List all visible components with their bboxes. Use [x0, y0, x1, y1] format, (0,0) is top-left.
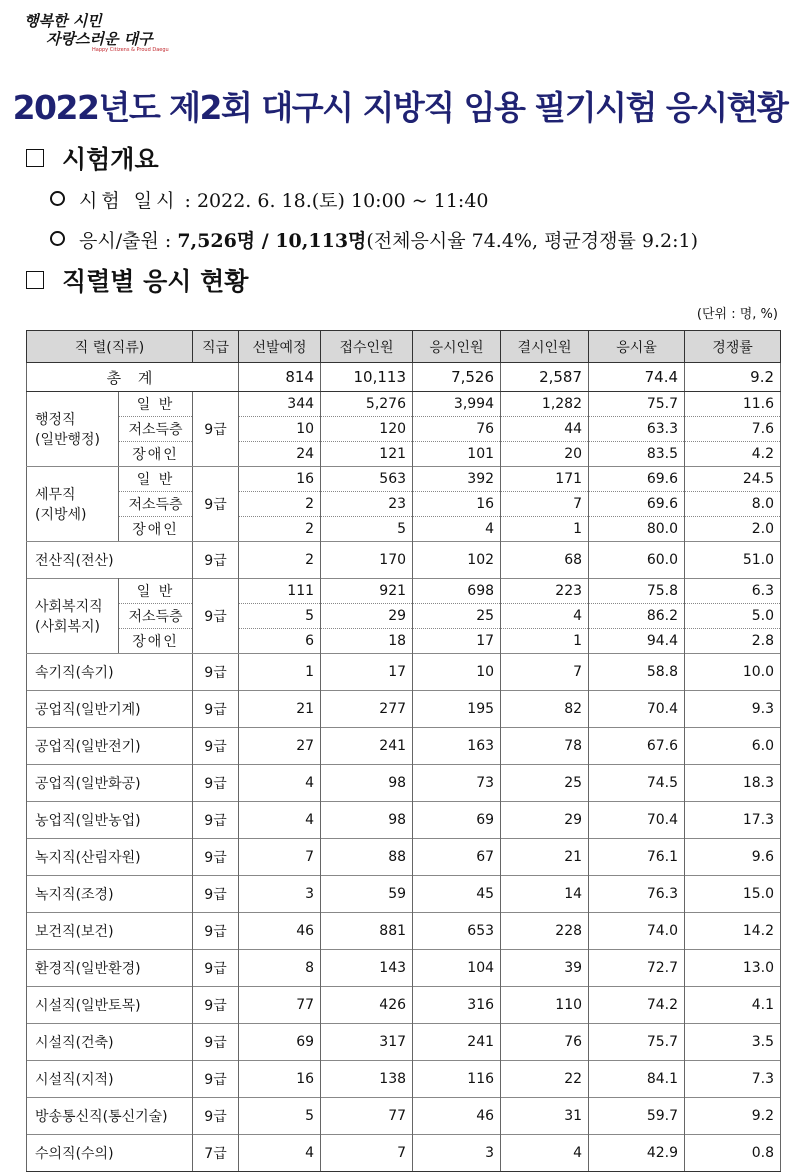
header-registered: 접수인원 [321, 331, 413, 363]
cell: 163 [413, 728, 501, 765]
cell: 69.6 [589, 467, 685, 492]
subcategory: 일 반 [119, 467, 193, 492]
page-title: 2022년도 제2회 대구시 지방직 임용 필기시험 응시현황 [12, 88, 788, 127]
cell: 13.0 [685, 950, 781, 987]
cell: 0.8 [685, 1135, 781, 1172]
cell: 277 [321, 691, 413, 728]
series-name: 녹지직(조경) [27, 876, 193, 913]
cell: 9.2 [685, 363, 781, 392]
cell: 1 [501, 629, 589, 654]
cell: 563 [321, 467, 413, 492]
cell: 18.3 [685, 765, 781, 802]
cell: 11.6 [685, 392, 781, 417]
table-header [27, 331, 781, 363]
cell: 4 [501, 1135, 589, 1172]
cell: 195 [413, 691, 501, 728]
grade: 9급 [193, 987, 239, 1024]
cell: 6 [239, 629, 321, 654]
cell: 45 [413, 876, 501, 913]
subcategory: 장애인 [119, 629, 193, 654]
cell: 2 [239, 542, 321, 579]
table-row [27, 691, 781, 728]
cell: 21 [501, 839, 589, 876]
cell: 70.4 [589, 691, 685, 728]
cell: 16 [239, 467, 321, 492]
cell: 74.0 [589, 913, 685, 950]
header-competition-rate: 경쟁률 [685, 331, 781, 363]
cell: 10,113 [321, 363, 413, 392]
cell: 4 [239, 765, 321, 802]
grade: 9급 [193, 728, 239, 765]
series-name: 시설직(건축) [27, 1024, 193, 1061]
series-name: 속기직(속기) [27, 654, 193, 691]
cell: 67 [413, 839, 501, 876]
cell: 77 [321, 1098, 413, 1135]
cell: 7.6 [685, 417, 781, 442]
series-name: 시설직(지적) [27, 1061, 193, 1098]
cell: 426 [321, 987, 413, 1024]
series-name: 수의직(수의) [27, 1135, 193, 1172]
cell: 4 [501, 604, 589, 629]
cell: 111 [239, 579, 321, 604]
cell: 881 [321, 913, 413, 950]
table-row [27, 728, 781, 765]
cell: 76 [501, 1024, 589, 1061]
circle-bullet-icon [50, 231, 65, 246]
cell: 74.2 [589, 987, 685, 1024]
cell: 9.6 [685, 839, 781, 876]
cell: 25 [413, 604, 501, 629]
cell: 344 [239, 392, 321, 417]
cell: 46 [239, 913, 321, 950]
cell: 17 [321, 654, 413, 691]
grade: 9급 [193, 654, 239, 691]
cell: 120 [321, 417, 413, 442]
cell: 101 [413, 442, 501, 467]
cell: 98 [321, 802, 413, 839]
cell: 10 [413, 654, 501, 691]
applicant-label: 응시/출원 [79, 230, 159, 252]
exam-date-label: 시험 일시 [79, 190, 179, 212]
section-overview-label: 시험개요 [62, 145, 159, 174]
cell: 7 [501, 654, 589, 691]
table-row [27, 492, 781, 517]
cell: 6.0 [685, 728, 781, 765]
cell: 1,282 [501, 392, 589, 417]
header-attended: 응시인원 [413, 331, 501, 363]
grade: 9급 [193, 392, 239, 467]
cell: 78 [501, 728, 589, 765]
table-row [27, 542, 781, 579]
checkbox-square-icon [26, 149, 44, 167]
subcategory: 저소득층 [119, 492, 193, 517]
cell: 76.1 [589, 839, 685, 876]
series-name: 공업직(일반화공) [27, 765, 193, 802]
applicant-rate: (전체응시율 74.4%, 평균경쟁률 9.2:1) [366, 230, 698, 252]
circle-bullet-icon [50, 191, 65, 206]
cell: 317 [321, 1024, 413, 1061]
cell: 72.7 [589, 950, 685, 987]
table-row [27, 1135, 781, 1172]
cell: 59 [321, 876, 413, 913]
cell: 2 [239, 517, 321, 542]
cell: 16 [239, 1061, 321, 1098]
cell: 69.6 [589, 492, 685, 517]
cell: 223 [501, 579, 589, 604]
cell: 1 [239, 654, 321, 691]
cell: 5,276 [321, 392, 413, 417]
cell: 82 [501, 691, 589, 728]
cell: 29 [321, 604, 413, 629]
total-label: 총 계 [27, 363, 239, 392]
cell: 70.4 [589, 802, 685, 839]
section-by-series-label: 직렬별 응시 현황 [62, 267, 249, 296]
cell: 51.0 [685, 542, 781, 579]
table-row [27, 913, 781, 950]
grade: 9급 [193, 542, 239, 579]
cell: 20 [501, 442, 589, 467]
cell: 316 [413, 987, 501, 1024]
section-overview [26, 140, 159, 176]
cell: 84.1 [589, 1061, 685, 1098]
cell: 10.0 [685, 654, 781, 691]
cell: 241 [413, 1024, 501, 1061]
applicant-count: 7,526명 / 10,113명 [177, 230, 367, 252]
cell: 3 [239, 876, 321, 913]
cell: 4 [413, 517, 501, 542]
exam-date-line: 시험 일시 : 2022. 6. 18.(토) 10:00 ~ 11:40 [50, 186, 489, 213]
grade: 9급 [193, 839, 239, 876]
grade: 9급 [193, 1061, 239, 1098]
cell: 5 [321, 517, 413, 542]
exam-date-value: 2022. 6. 18.(토) 10:00 ~ 11:40 [196, 190, 489, 212]
section-by-series [26, 262, 248, 298]
cell: 80.0 [589, 517, 685, 542]
cell: 77 [239, 987, 321, 1024]
cell: 42.9 [589, 1135, 685, 1172]
table-row [27, 876, 781, 913]
cell: 921 [321, 579, 413, 604]
cell: 68 [501, 542, 589, 579]
cell: 121 [321, 442, 413, 467]
subcategory: 장애인 [119, 442, 193, 467]
series-name: 환경직(일반환경) [27, 950, 193, 987]
cell: 74.5 [589, 765, 685, 802]
cell: 94.4 [589, 629, 685, 654]
cell: 59.7 [589, 1098, 685, 1135]
applicant-line: 응시/출원 : 7,526명 / 10,113명(전체응시율 74.4%, 평균경쟁률 9.2:1) [50, 226, 698, 253]
series-name: 시설직(일반토목) [27, 987, 193, 1024]
cell: 8.0 [685, 492, 781, 517]
table-row [27, 417, 781, 442]
cell: 16 [413, 492, 501, 517]
series-name: 보건직(보건) [27, 913, 193, 950]
table-row [27, 467, 781, 492]
header-attendance-rate: 응시율 [589, 331, 685, 363]
grade: 9급 [193, 876, 239, 913]
subcategory: 일 반 [119, 579, 193, 604]
series-name: 사회복지직 (사회복지) [27, 579, 119, 654]
cell: 88 [321, 839, 413, 876]
logo-tagline: Happy Citizens & Proud Daegu [92, 47, 169, 52]
series-name: 방송통신직(통신기술) [27, 1098, 193, 1135]
table-row [27, 839, 781, 876]
cell: 44 [501, 417, 589, 442]
cell: 7 [321, 1135, 413, 1172]
cell: 60.0 [589, 542, 685, 579]
cell: 15.0 [685, 876, 781, 913]
grade: 9급 [193, 1098, 239, 1135]
grade: 9급 [193, 1024, 239, 1061]
cell: 1 [501, 517, 589, 542]
cell: 21 [239, 691, 321, 728]
header-series: 직 렬(직류) [27, 331, 193, 363]
logo-line2: 자랑스러운 대구 [46, 30, 153, 48]
cell: 170 [321, 542, 413, 579]
cell: 4.2 [685, 442, 781, 467]
cell: 241 [321, 728, 413, 765]
table-row [27, 1024, 781, 1061]
table-row [27, 950, 781, 987]
cell: 14 [501, 876, 589, 913]
cell: 83.5 [589, 442, 685, 467]
cell: 3 [413, 1135, 501, 1172]
cell: 24.5 [685, 467, 781, 492]
applicant-status-table [26, 330, 781, 1172]
table-row [27, 604, 781, 629]
grade: 9급 [193, 802, 239, 839]
cell: 4.1 [685, 987, 781, 1024]
cell: 4 [239, 1135, 321, 1172]
cell: 6.3 [685, 579, 781, 604]
subcategory: 일 반 [119, 392, 193, 417]
cell: 5.0 [685, 604, 781, 629]
cell: 10 [239, 417, 321, 442]
cell: 104 [413, 950, 501, 987]
checkbox-square-icon [26, 271, 44, 289]
cell: 76.3 [589, 876, 685, 913]
table-row [27, 442, 781, 467]
cell: 98 [321, 765, 413, 802]
cell: 63.3 [589, 417, 685, 442]
table-row [27, 654, 781, 691]
cell: 29 [501, 802, 589, 839]
grade: 9급 [193, 913, 239, 950]
cell: 17.3 [685, 802, 781, 839]
table-row [27, 765, 781, 802]
cell: 22 [501, 1061, 589, 1098]
cell: 2.0 [685, 517, 781, 542]
cell: 116 [413, 1061, 501, 1098]
cell: 5 [239, 1098, 321, 1135]
grade: 9급 [193, 950, 239, 987]
cell: 17 [413, 629, 501, 654]
cell: 5 [239, 604, 321, 629]
series-name: 공업직(일반전기) [27, 728, 193, 765]
cell: 86.2 [589, 604, 685, 629]
table-row [27, 802, 781, 839]
cell: 67.6 [589, 728, 685, 765]
cell: 58.8 [589, 654, 685, 691]
cell: 2.8 [685, 629, 781, 654]
cell: 14.2 [685, 913, 781, 950]
cell: 228 [501, 913, 589, 950]
cell: 392 [413, 467, 501, 492]
city-logo [22, 6, 192, 52]
series-name: 행정직 (일반행정) [27, 392, 119, 467]
series-name: 농업직(일반농업) [27, 802, 193, 839]
cell: 2,587 [501, 363, 589, 392]
cell: 143 [321, 950, 413, 987]
subcategory: 장애인 [119, 517, 193, 542]
subcategory: 저소득층 [119, 604, 193, 629]
cell: 7 [239, 839, 321, 876]
cell: 76 [413, 417, 501, 442]
header-absent: 결시인원 [501, 331, 589, 363]
cell: 4 [239, 802, 321, 839]
cell: 171 [501, 467, 589, 492]
cell: 25 [501, 765, 589, 802]
cell: 3.5 [685, 1024, 781, 1061]
cell: 110 [501, 987, 589, 1024]
cell: 7.3 [685, 1061, 781, 1098]
cell: 698 [413, 579, 501, 604]
cell: 653 [413, 913, 501, 950]
cell: 2 [239, 492, 321, 517]
cell: 46 [413, 1098, 501, 1135]
table-row [27, 629, 781, 654]
series-name: 세무직 (지방세) [27, 467, 119, 542]
cell: 75.7 [589, 392, 685, 417]
table-row [27, 1098, 781, 1135]
cell: 18 [321, 629, 413, 654]
series-name: 전산직(전산) [27, 542, 193, 579]
series-name: 녹지직(산림자원) [27, 839, 193, 876]
total-row [27, 363, 781, 392]
cell: 69 [239, 1024, 321, 1061]
header-grade: 직급 [193, 331, 239, 363]
cell: 7 [501, 492, 589, 517]
subcategory: 저소득층 [119, 417, 193, 442]
table-row [27, 579, 781, 604]
cell: 31 [501, 1098, 589, 1135]
cell: 9.2 [685, 1098, 781, 1135]
cell: 138 [321, 1061, 413, 1098]
cell: 8 [239, 950, 321, 987]
header-planned: 선발예정 [239, 331, 321, 363]
cell: 39 [501, 950, 589, 987]
cell: 9.3 [685, 691, 781, 728]
series-name: 공업직(일반기계) [27, 691, 193, 728]
cell: 3,994 [413, 392, 501, 417]
cell: 75.8 [589, 579, 685, 604]
table-row [27, 1061, 781, 1098]
cell: 23 [321, 492, 413, 517]
cell: 814 [239, 363, 321, 392]
grade: 9급 [193, 579, 239, 654]
table-row [27, 392, 781, 417]
cell: 102 [413, 542, 501, 579]
cell: 75.7 [589, 1024, 685, 1061]
grade: 7급 [193, 1135, 239, 1172]
cell: 7,526 [413, 363, 501, 392]
cell: 73 [413, 765, 501, 802]
table-row [27, 987, 781, 1024]
grade: 9급 [193, 467, 239, 542]
cell: 24 [239, 442, 321, 467]
unit-note: (단위 : 명, %) [696, 307, 778, 322]
grade: 9급 [193, 765, 239, 802]
logo-line1: 행복한 시민 [24, 12, 102, 30]
cell: 27 [239, 728, 321, 765]
cell: 74.4 [589, 363, 685, 392]
cell: 69 [413, 802, 501, 839]
table-row [27, 517, 781, 542]
grade: 9급 [193, 691, 239, 728]
